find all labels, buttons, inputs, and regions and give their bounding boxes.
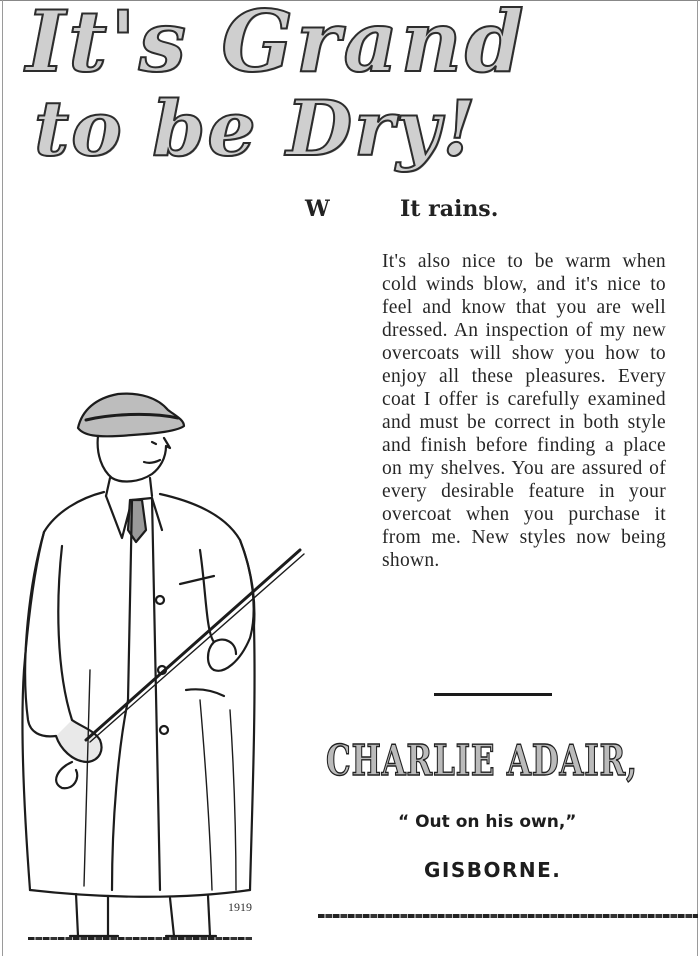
merchant-name-text: CHARLIE ADAIR, bbox=[326, 736, 638, 785]
slogan: “ Out on his own,” bbox=[398, 812, 577, 832]
man-in-overcoat-illustration bbox=[0, 370, 320, 950]
headline-line-1: It's Grand bbox=[26, 0, 527, 91]
subhead-text: It rains. bbox=[400, 196, 499, 222]
town-name: GISBORNE. bbox=[424, 858, 562, 882]
divider-rule bbox=[434, 693, 552, 696]
subhead-initial: W bbox=[305, 196, 330, 222]
artist-monogram-date: 1919 bbox=[228, 900, 252, 914]
page-edge-right bbox=[697, 0, 698, 956]
merchant-name bbox=[326, 736, 638, 785]
body-copy: It's also nice to be warm when cold winds blow, and it's nice to feel and know that you are well dressed. An inspection of my new overcoats will show you how to enjoy all these pleasures. Every coat I offer is carefully examined and must be correct in both style and finish before finding a place on my shelves. You are assured of every desirable feature in your overcoat when you purchase it from me. New styles now being shown. bbox=[382, 251, 666, 571]
headline-line-2: to be Dry! bbox=[34, 84, 478, 173]
bottom-border-rule bbox=[318, 914, 698, 918]
